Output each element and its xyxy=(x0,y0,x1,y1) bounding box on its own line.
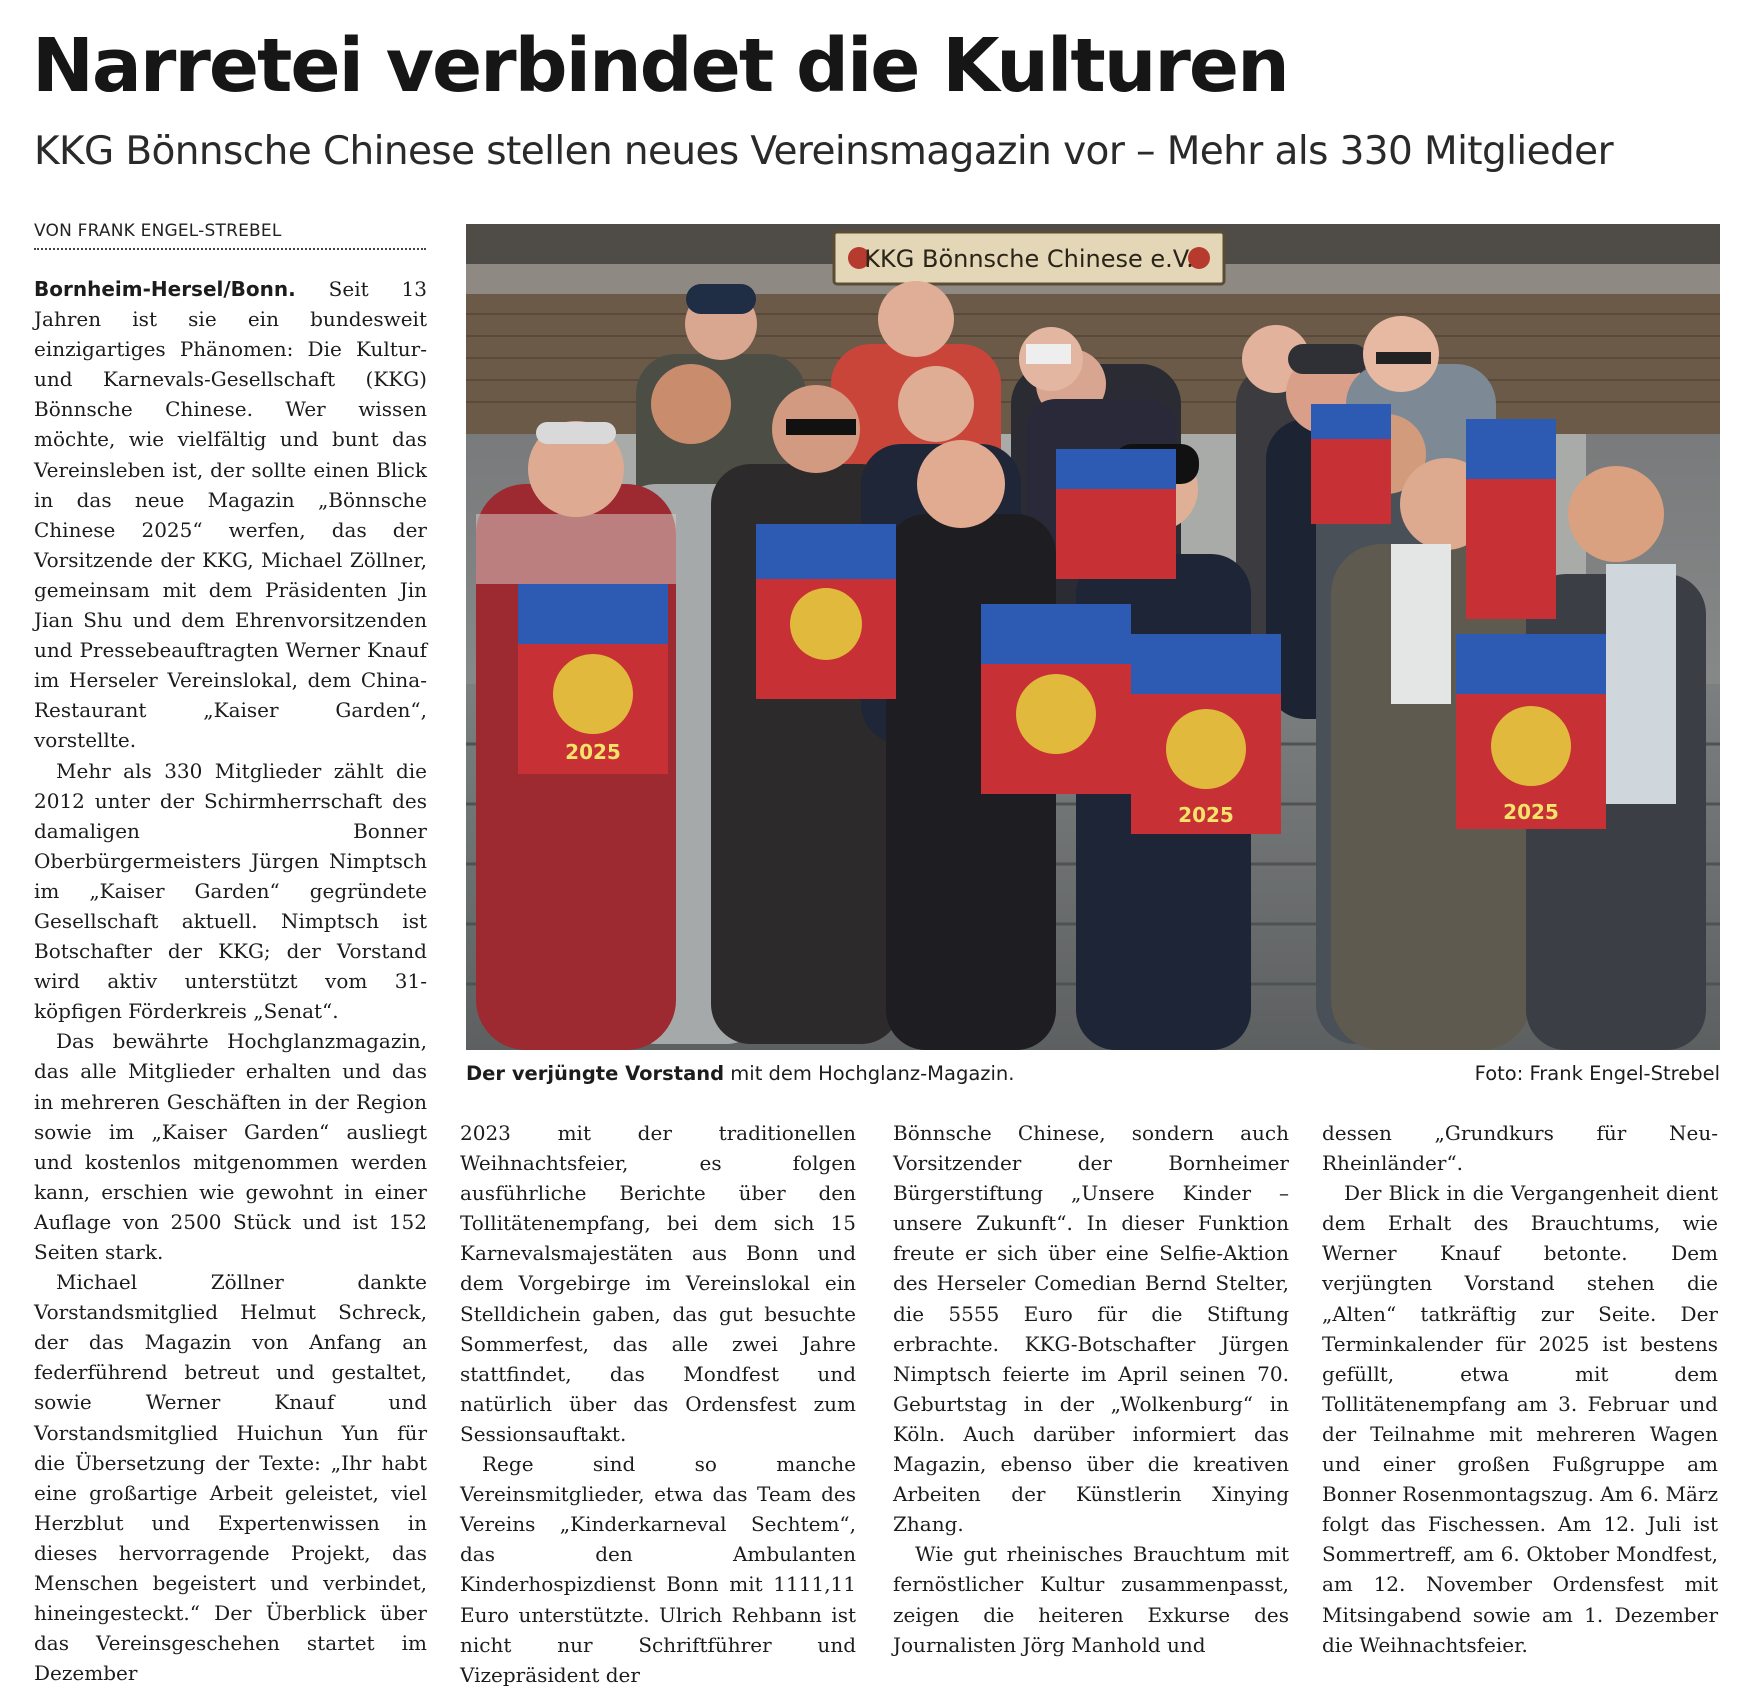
magazine-year-2: 2025 xyxy=(1178,803,1234,827)
byline: VON FRANK ENGEL-STREBEL xyxy=(34,221,426,250)
article-column-2 xyxy=(460,1118,856,1687)
magazine-year-3: 2025 xyxy=(1503,800,1559,824)
photo-credit: Foto: Frank Engel-Strebel xyxy=(1474,1062,1720,1085)
article-column-1 xyxy=(34,274,427,1686)
paragraph-6-continued: dessen „Grundkurs für Neu-Rheinländer“. xyxy=(1322,1121,1718,1176)
group-photo xyxy=(466,224,1720,1050)
paragraph-2: Mehr als 330 Mitglieder zählt die 2012 unter der Schirmherrschaft des damaligen Bonner Oberbürgermeisters Jürgen Nimptsch im „Kaiser Garden“ gegründete Gesellschaft aktuell. Nimptsch ist Botschafter der KKG; der Vorstand wird aktiv unterstützt vom 31-köpfigen Förderkreis „Senat“. xyxy=(34,758,427,1024)
headline: Narretei verbindet die Kulturen xyxy=(32,23,1288,109)
caption-bold: Der verjüngte Vorstand xyxy=(466,1062,725,1085)
caption-text: mit dem Hochglanz-Magazin. xyxy=(724,1062,1015,1085)
paragraph-5-continued: Bönnsche Chinese, sondern auch Vorsitzender der Bornheimer Bürgerstiftung „Unsere Kinder – unsere Zukunft“. In dieser Funktion freute er sich über eine Selfie-Aktion des Herseler Comedian Bernd Stelter, die 5555 Euro für die Stiftung erbrachte. KKG-Botschafter Jürgen Nimptsch feierte im April seinen 70. Geburtstag in der „Wolkenburg“ in Köln. Auch darüber informiert das Magazin, ebenso über die kreativen Arbeiten der Künstlerin Xinying Zhang. xyxy=(893,1121,1289,1537)
paragraph-4: Michael Zöllner dankte Vorstandsmitglied Helmut Schreck, der das Magazin von Anfang an federführend betreut und gestaltet, sowie Werner Knauf und Vorstandsmitglied Huichun Yun für die Übersetzung der Texte: „Ihr habt eine großartige Arbeit geleistet, viel Herzblut und Expertenwissen in dieses hervorragende Projekt, das Menschen begeistert und verbindet, hineingesteckt.“ Der Überblick über das Vereinsgeschehen startet im Dezember xyxy=(34,1270,427,1686)
paragraph-4-continued: 2023 mit der traditionellen Weihnachtsfeier, es folgen ausführliche Berichte über den Tollitätenempfang, bei dem sich 15 Karnevalsmajestäten aus Bonn und dem Vorgebirge im Vereinslokal ein Stelldichein gaben, das gut besuchte Sommerfest, das alle zwei Jahre stattfindet, das Mondfest und natürlich über das Ordensfest zum Sessionsauftakt. xyxy=(460,1121,856,1446)
dateline: Bornheim-Hersel/Bonn. xyxy=(34,277,296,301)
paragraph-7: Der Blick in die Vergangenheit dient dem Erhalt des Brauchtums, wie Werner Knauf betonte. Dem verjüngten Vorstand stehen die „Alten“ tatkräftig zur Seite. Der Terminkalender für 2025 ist bestens gefüllt, etwa mit dem Tollitätenempfang am 3. Februar und der Teilnahme mit mehreren Wagen und einer großen Fußgruppe am Bonner Rosenmontagszug. Am 6. März folgt das Fischessen. Am 12. Juli ist Sommertreff, am 6. Oktober Mondfest, am 12. November Ordensfest mit Mitsingabend sowie am 1. Dezember die Weihnachtsfeier. xyxy=(1322,1181,1718,1657)
article-column-4 xyxy=(1322,1118,1718,1666)
paragraph-1-text: Seit 13 Jahren ist sie ein bundesweit einzigartiges Phänomen: Die Kultur- und Karnevals-Gesellschaft (KKG) Bönnsche Chinese. Wer wissen möchte, wie vielfältig und bunt das Vereinsleben ist, der sollte einen Blick in das neue Magazin „Bönnsche Chinese 2025“ werfen, das der Vorsitzende der KKG, Michael Zöllner, gemeinsam mit dem Präsidenten Jin Jian Shu und dem Ehrenvorsitzenden und Pressebeauftragten Werner Knauf im Herseler Vereinslokal, dem China-Restaurant „Kaiser Garden“, vorstellte. xyxy=(34,277,427,753)
subheadline: KKG Bönnsche Chinese stellen neues Vereinsmagazin vor – Mehr als 330 Mitglieder xyxy=(34,129,1614,174)
paragraph-6: Wie gut rheinisches Brauchtum mit fernöstlicher Kultur zusammenpasst, zeigen die heiteren Exkurse des Journalisten Jörg Manhold und xyxy=(893,1542,1289,1657)
group-photo-image xyxy=(466,224,1720,1050)
paragraph-1 xyxy=(34,274,427,756)
photo-caption xyxy=(466,1062,1720,1092)
article-column-3 xyxy=(893,1118,1289,1666)
club-sign-text: KKG Bönnsche Chinese e.V. xyxy=(864,245,1194,273)
magazine-year-1: 2025 xyxy=(565,740,621,764)
paragraph-3: Das bewährte Hochglanzmagazin, das alle Mitglieder erhalten und das in mehreren Geschäften in der Region sowie im „Kaiser Garden“ ausliegt und kostenlos mitgenommen werden kann, erschien wie gewohnt in einer Auflage von 2500 Stück und ist 152 Seiten stark. xyxy=(34,1029,427,1264)
paragraph-5: Rege sind so manche Vereinsmitglieder, etwa das Team des Vereins „Kinderkarneval Sechtem“, das den Ambulanten Kinderhospizdienst Bonn mit 1111,11 Euro unterstützte. Ulrich Rehbann ist nicht nur Schriftführer und Vizepräsident der xyxy=(460,1452,856,1687)
